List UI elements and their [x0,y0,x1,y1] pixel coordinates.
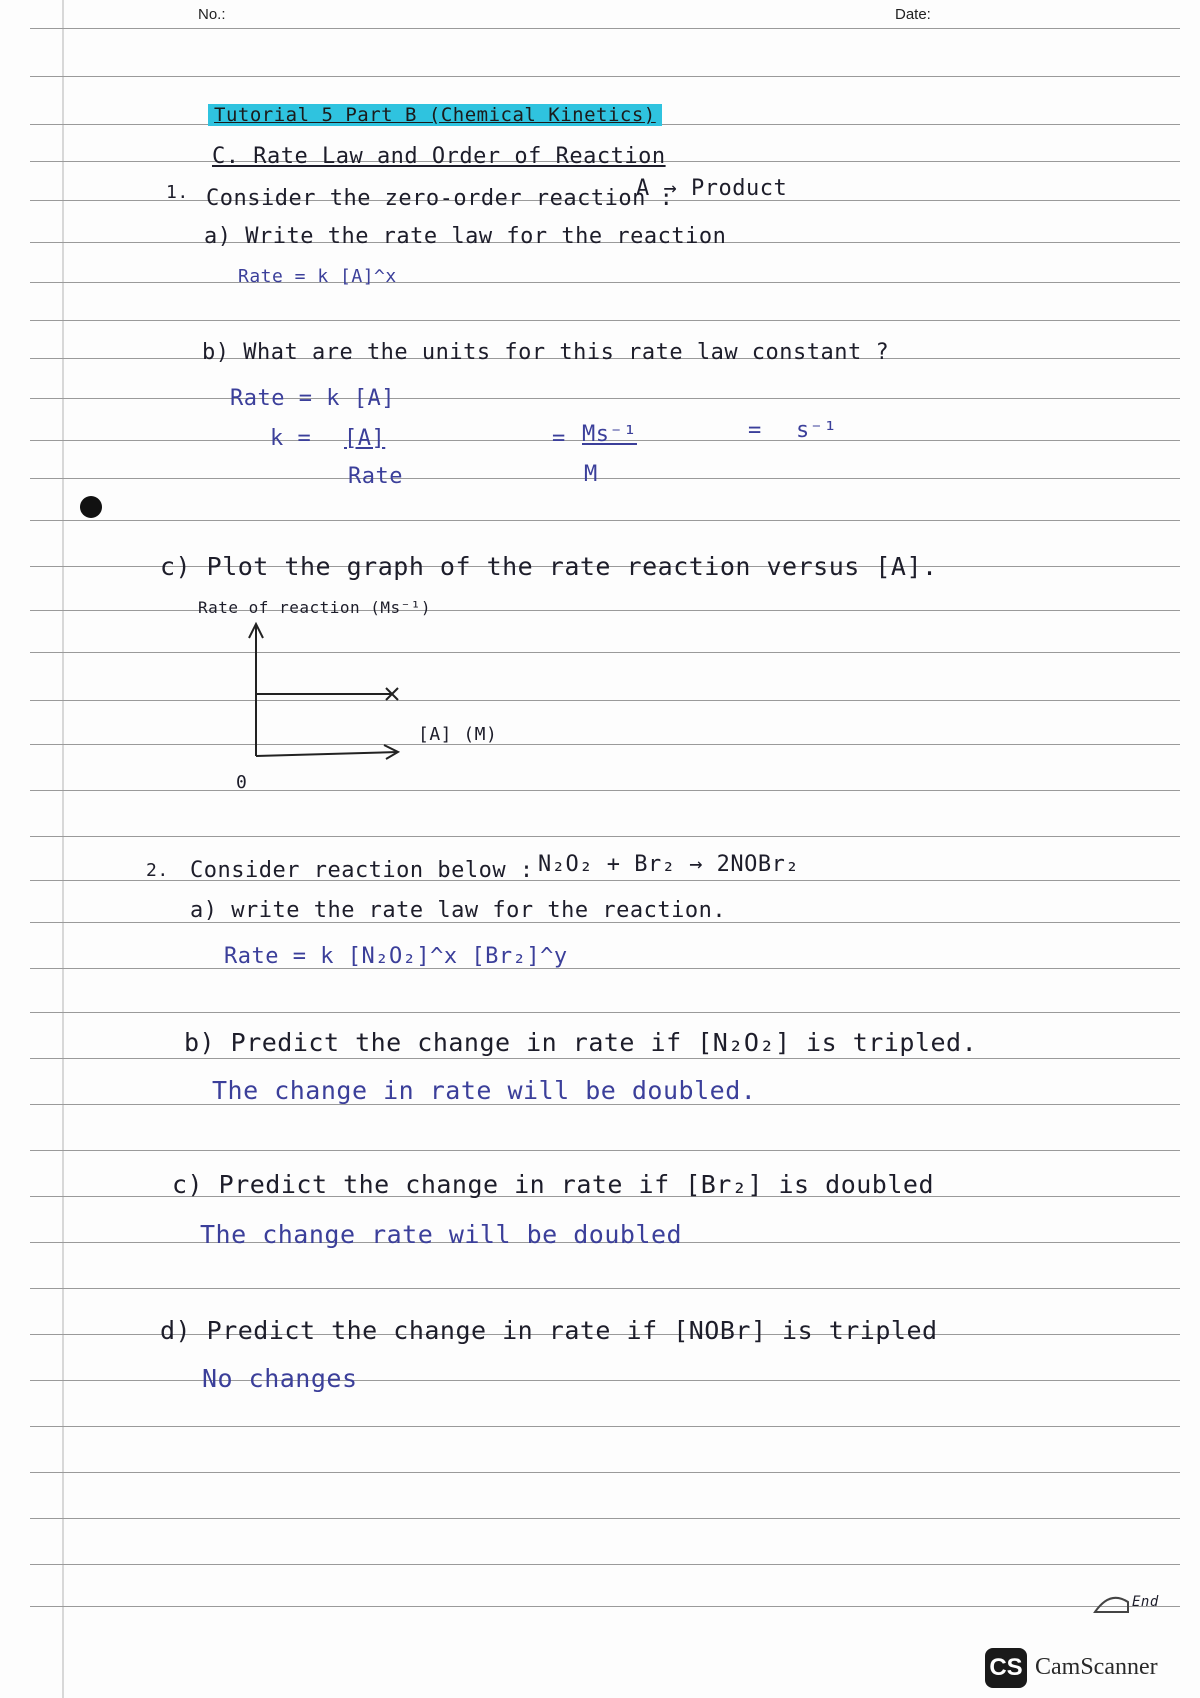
camscanner-logo: CS [985,1648,1027,1688]
q2-prompt: Consider reaction below : [190,858,534,883]
title-highlight: Tutorial 5 Part B (Chemical Kinetics) [208,104,662,126]
q2-number: 2. [146,860,169,881]
q1a-label: a) Write the rate law for the reaction [204,224,727,249]
end-mark-scribble [1095,1598,1128,1612]
q1c-x-axis-label: [A] (M) [418,724,498,745]
q2c-label: c) Predict the change in rate if [Br₂] is doubled [172,1170,935,1199]
q1b-units-denominator: M [584,462,598,487]
q2a-answer: Rate = k [N₂O₂]^x [Br₂]^y [224,944,568,969]
q1c-y-axis-label: Rate of reaction (Ms⁻¹) [198,598,432,617]
date-label: Date: [895,6,931,23]
q2b-answer: The change in rate will be doubled. [212,1076,757,1105]
q2d-answer: No changes [202,1364,358,1393]
q1b-equals-2: = [552,426,566,451]
q2d-label: d) Predict the change in rate if [NOBr] is tripled [160,1316,938,1345]
x-axis [256,752,398,756]
q1c-origin-label: 0 [236,772,248,793]
camscanner-wordmark: CamScanner [1035,1654,1158,1680]
q1-prompt: Consider the zero-order reaction : [206,186,674,211]
q2b-label: b) Predict the change in rate if [N₂O₂] is tripled. [184,1028,978,1057]
no-label: No.: [198,6,226,23]
q1c-label: c) Plot the graph of the rate reaction versus [A]. [160,552,938,581]
q1b-rate-law: Rate = k [A] [230,386,395,411]
q1b-k-numerator: [A] [344,426,386,451]
q1b-label: b) What are the units for this rate law constant ? [202,340,890,365]
q1b-result: s⁻¹ [796,418,838,443]
q2-reaction: N₂O₂ + Br₂ → 2NOBr₂ [538,852,800,877]
q1b-equals-3: = [748,418,762,443]
q1-reaction: A → Product [636,176,788,201]
q2a-label: a) write the rate law for the reaction. [190,898,727,923]
end-mark: End [1132,1594,1159,1610]
q1b-k-denominator: Rate [348,464,403,489]
q1-number: 1. [166,182,189,203]
q2c-answer: The change rate will be doubled [200,1220,683,1249]
q1b-units-numerator: Ms⁻¹ [582,422,637,447]
q1b-k-lhs: k = [270,426,312,451]
q1a-answer: Rate = k [A]^x [238,266,397,287]
section-heading: C. Rate Law and Order of Reaction [212,144,666,169]
